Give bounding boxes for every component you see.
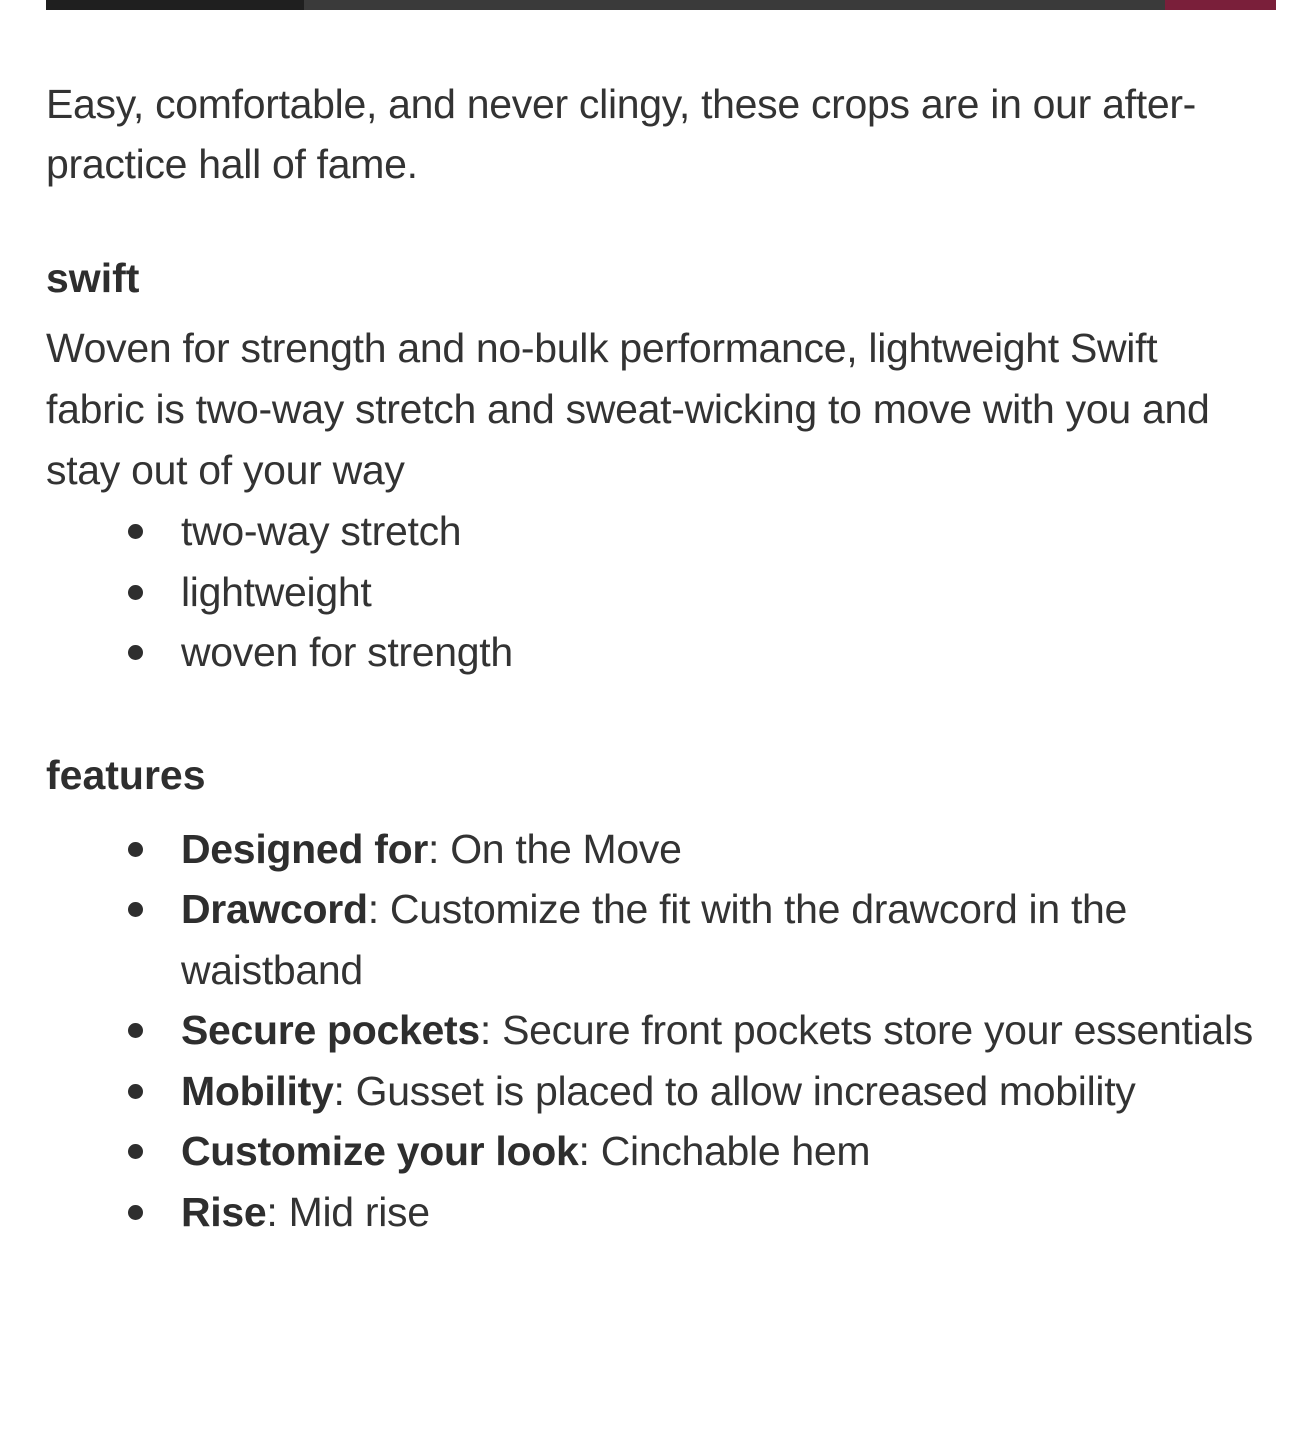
bullet-icon (128, 902, 143, 917)
intro-text: Easy, comfortable, and never clingy, these crops are in our after-practice hall of fame. (46, 81, 1197, 187)
feature-item: Mobility: Gusset is placed to allow increased mobility (46, 1061, 1256, 1122)
product-description (46, 74, 1256, 1242)
top-progress-bar (46, 0, 1276, 10)
fabric-description: Woven for strength and no-bulk performance, lightweight Swift fabric is two-way stretch and sweat-wicking to move with you and stay out of your way (46, 325, 1210, 493)
progress-segment-middle (304, 0, 1165, 10)
feature-item: Rise: Mid rise (46, 1182, 1256, 1243)
progress-segment-start (46, 0, 304, 10)
feature-item: Secure pockets: Secure front pockets store your essentials (46, 1000, 1256, 1061)
fabric-bullet-text: two-way stretch (181, 508, 462, 554)
feature-item: Designed for: On the Move (46, 819, 1256, 880)
progress-segment-end (1165, 0, 1276, 10)
bullet-icon (128, 645, 143, 660)
bullet-icon (128, 1144, 143, 1159)
feature-name: Mobility (181, 1067, 334, 1114)
feature-value: On the Move (450, 825, 682, 872)
bullet-icon (128, 585, 143, 600)
fabric-bullet-text: woven for strength (181, 629, 513, 675)
features-list (46, 819, 1256, 1243)
bullet-icon (128, 842, 143, 857)
list-item (46, 562, 1256, 623)
feature-name: Drawcord (181, 886, 368, 932)
list-item (46, 501, 1256, 562)
bullet-icon (128, 1084, 143, 1099)
feature-name: Rise (181, 1188, 267, 1235)
feature-value: Cinchable hem (600, 1128, 871, 1174)
feature-item: Drawcord: Customize the fit with the drawcord in the waistband (46, 879, 1256, 1000)
feature-value: Mid rise (288, 1188, 430, 1235)
feature-value: Gusset is placed to allow increased mobility (355, 1067, 1136, 1114)
feature-value: Secure front pockets store your essentials (502, 1007, 1253, 1053)
features-heading: features (46, 751, 206, 798)
feature-value: Customize the fit with the drawcord in the waistband (181, 886, 1128, 993)
feature-name: Customize your look (181, 1128, 579, 1174)
fabric-heading: swift (46, 255, 140, 301)
feature-item: Customize your look: Cinchable hem (46, 1121, 1256, 1182)
feature-name: Secure pockets (181, 1007, 480, 1053)
feature-name: Designed for (181, 825, 428, 872)
bullet-icon (128, 524, 143, 539)
bullet-icon (128, 1205, 143, 1220)
fabric-bullets (46, 501, 1256, 683)
list-item (46, 622, 1256, 683)
bullet-icon (128, 1023, 143, 1038)
fabric-bullet-text: lightweight (181, 568, 372, 615)
